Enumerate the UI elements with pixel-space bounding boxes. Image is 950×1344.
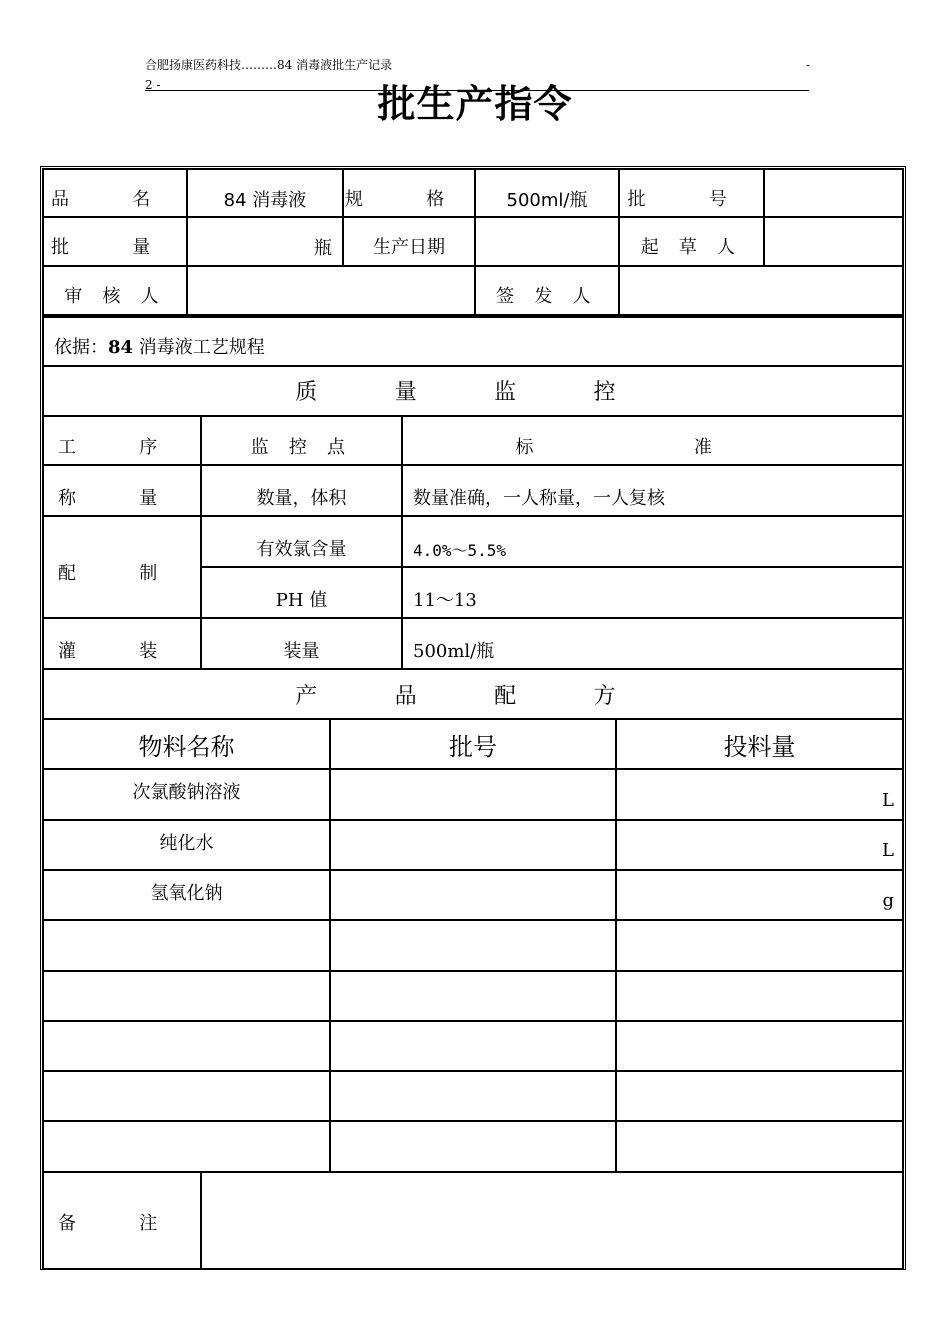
drafter-cell[interactable] (763, 216, 904, 267)
standard-cell (401, 515, 904, 568)
issuer-cell[interactable] (618, 265, 904, 316)
basis-label: 依据： (54, 337, 108, 358)
batch-no-label-cell (618, 168, 765, 218)
formula-section-title: 产 品 配 方 (295, 684, 651, 709)
basis-number: 84 (108, 337, 134, 358)
standard-cell (401, 566, 904, 619)
standard-chlorine: 4.0%～5.5% (413, 541, 507, 560)
material-cell[interactable] (42, 1020, 331, 1072)
remarks-cell[interactable] (200, 1171, 904, 1270)
formula-section-title-cell (42, 668, 904, 720)
point-ph: PH 值 (275, 590, 328, 611)
qty-cell[interactable] (615, 919, 904, 972)
col-process: 工 序 (57, 437, 187, 458)
standard-weighing: 数量准确，一人称量，一人复核 (413, 488, 665, 509)
col-point: 监 控 点 (250, 437, 353, 458)
qty-unit: L (882, 790, 894, 811)
spec-label: 规 格 (344, 189, 474, 210)
point-fill-volume: 装量 (283, 641, 320, 662)
batch-cell[interactable] (329, 819, 617, 871)
col-standard-cell (401, 415, 904, 466)
product-name-cell[interactable] (186, 168, 344, 218)
process-preparation: 配 制 (57, 563, 187, 584)
col-material-cell (42, 718, 331, 770)
prod-date-label: 生产日期 (373, 237, 445, 258)
batch-cell[interactable] (329, 970, 617, 1022)
qty-cell[interactable] (615, 869, 904, 921)
batch-cell[interactable] (329, 919, 617, 972)
remarks-label: 备 注 (57, 1213, 187, 1234)
spec-value: 500ml/瓶 (506, 190, 588, 211)
material-cell[interactable] (42, 970, 331, 1022)
running-title: 合肥扬康医药科技………84 消毒液批生产记录 (145, 58, 393, 72)
batch-no-cell[interactable] (763, 168, 904, 218)
batch-cell[interactable] (329, 1070, 617, 1122)
material-cell[interactable] (42, 1120, 331, 1173)
qty-cell[interactable] (615, 970, 904, 1022)
process-filling: 灌 装 (57, 641, 187, 662)
prod-date-cell[interactable] (474, 216, 620, 267)
drafter-label: 起 草 人 (640, 237, 743, 258)
quality-section-title: 质 量 监 控 (295, 380, 651, 405)
standard-cell (401, 464, 904, 517)
standard-filling: 500ml/瓶 (413, 641, 495, 662)
material-name: 纯化水 (159, 833, 214, 854)
page-title: 批生产指令 (377, 82, 573, 126)
material-cell[interactable] (42, 1070, 331, 1122)
material-name: 氢氧化钠 (150, 883, 223, 904)
point-chlorine: 有效氯含量 (256, 539, 347, 560)
qty-cell[interactable] (615, 1120, 904, 1173)
point-cell (200, 464, 403, 517)
qty-unit: L (882, 840, 894, 861)
material-cell[interactable] (42, 919, 331, 972)
batch-qty-label-cell (42, 216, 188, 267)
material-cell[interactable] (42, 768, 331, 821)
page-number: 2 - (145, 78, 161, 92)
remarks-label-cell (42, 1171, 202, 1270)
col-qty: 投料量 (723, 733, 796, 761)
qty-unit: g (882, 890, 894, 911)
batch-cell[interactable] (329, 869, 617, 921)
spec-label-cell (342, 168, 476, 218)
batch-qty-cell[interactable] (186, 216, 344, 267)
product-name-label-cell (42, 168, 188, 218)
material-cell[interactable] (42, 869, 331, 921)
prod-date-label-cell (342, 216, 476, 267)
qty-cell[interactable] (615, 1020, 904, 1072)
material-name: 次氯酸钠溶液 (132, 782, 241, 803)
batch-cell[interactable] (329, 1120, 617, 1173)
batch-no-label: 批 号 (627, 189, 756, 210)
reviewer-label: 审 核 人 (64, 286, 166, 307)
point-cell (200, 566, 403, 619)
batch-qty-label: 批 量 (50, 237, 180, 258)
point-cell (200, 515, 403, 568)
process-cell (42, 464, 202, 517)
running-header (145, 58, 810, 92)
qty-cell[interactable] (615, 768, 904, 821)
col-process-cell (42, 415, 202, 466)
basis-text (44, 338, 902, 358)
batch-cell[interactable] (329, 768, 617, 821)
point-quantity: 数量，体积 (256, 488, 347, 509)
material-cell[interactable] (42, 819, 331, 871)
qty-cell[interactable] (615, 819, 904, 871)
col-batch: 批号 (449, 733, 497, 761)
process-cell (42, 515, 202, 619)
issuer-label-cell (474, 265, 620, 316)
reviewer-cell[interactable] (186, 265, 476, 316)
spec-cell[interactable] (474, 168, 620, 218)
header-dash: - (805, 58, 810, 72)
batch-cell[interactable] (329, 1020, 617, 1072)
col-standard: 标 准 (515, 437, 790, 458)
drafter-label-cell (618, 216, 765, 267)
batch-qty-unit: 瓶 (314, 238, 332, 259)
basis-document: 消毒液工艺规程 (133, 337, 265, 358)
col-batch-cell (329, 718, 617, 770)
standard-cell (401, 617, 904, 670)
product-name-label: 品 名 (50, 189, 180, 210)
issuer-label: 签 发 人 (496, 286, 598, 307)
quality-section-title-cell (42, 365, 904, 417)
col-point-cell (200, 415, 403, 466)
process-cell (42, 617, 202, 670)
qty-cell[interactable] (615, 1070, 904, 1122)
basis-row (42, 316, 904, 367)
reviewer-label-cell (42, 265, 188, 316)
standard-ph: 11～13 (413, 590, 477, 611)
col-material: 物料名称 (138, 733, 235, 761)
product-name-value: 84 消毒液 (223, 190, 307, 211)
point-cell (200, 617, 403, 670)
col-qty-cell (615, 718, 904, 770)
process-weighing: 称 量 (57, 488, 187, 509)
